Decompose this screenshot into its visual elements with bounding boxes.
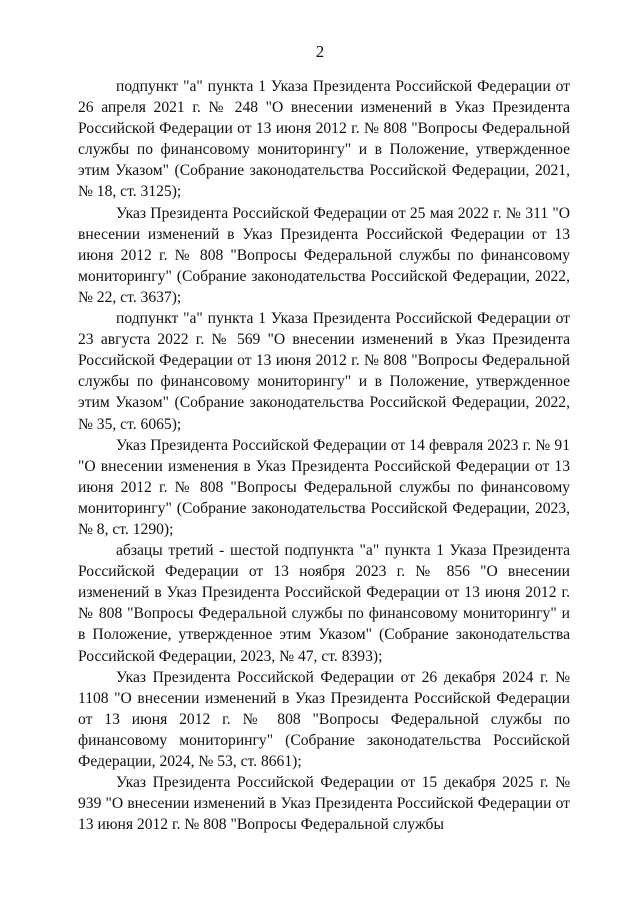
paragraph-decree-2023-856: абзацы третий - шестой подпункта "а" пункта 1 Указа Президента Российской Федерации от 13 ноября 2023 г. № 856 "О внесении изменений в Указ Президента Российской Федерации от 13 июня 2012 г. № 808 "Вопросы Федеральной службы по финансовому мониторингу" и в Положение, утвержденное этим Указом" (Собрание законодательства Российской Федерации, 2023, № 47, ст. 8393); [78,542,570,665]
document-body [78,76,570,835]
paragraph-decree-2024-1108: Указ Президента Российской Федерации от 26 декабря 2024 г. № 1108 "О внесении изменений в Указ Президента Российской Федерации от 13 июня 2012 г. № 808 "Вопросы Федеральной службы по финансовому мониторингу" (Собрание законодательства Российской Федерации, 2024, № 53, ст. 8661); [78,668,570,770]
paragraph-decree-2022-569: подпункт "а" пункта 1 Указа Президента Российской Федерации от 23 августа 2022 г. № 569 "О внесении изменений в Указ Президента Российской Федерации от 13 июня 2012 г. № 808 "Вопросы Федеральной службы по финансовому мониторингу" и в Положение, утвержденное этим Указом" (Собрание законодательства Российской Федерации, 2022, № 35, ст. 6065); [78,310,570,433]
paragraph-decree-2023-91: Указ Президента Российской Федерации от 14 февраля 2023 г. № 91 "О внесении изменения в Указ Президента Российской Федерации от 13 июня 2012 г. № 808 "Вопросы Федеральной службы по финансовому мониторингу" (Собрание законодательства Российской Федерации, 2023, № 8, ст. 1290); [78,436,570,538]
paragraph-decree-2021-248: подпункт "а" пункта 1 Указа Президента Российской Федерации от 26 апреля 2021 г. № 248 "О внесении изменений в Указ Президента Российской Федерации от 13 июня 2012 г. № 808 "Вопросы Федеральной службы по финансовому мониторингу" и в Положение, утвержденное этим Указом" (Собрание законодательства Российской Федерации, 2021, № 18, ст. 3125); [78,78,570,201]
page-number: 2 [315,42,325,61]
paragraph-decree-2022-311: Указ Президента Российской Федерации от 25 мая 2022 г. № 311 "О внесении изменений в Указ Президента Российской Федерации от 13 июня 2012 г. № 808 "Вопросы Федеральной службы по финансовому мониторингу" (Собрание законодательства Российской Федерации, 2022, № 22, ст. 3637); [78,204,570,306]
paragraph-decree-2025-939: Указ Президента Российской Федерации от 15 декабря 2025 г. № 939 "О внесении изменений в Указ Президента Российской Федерации от 13 июня 2012 г. № 808 "Вопросы Федеральной службы [78,774,570,834]
